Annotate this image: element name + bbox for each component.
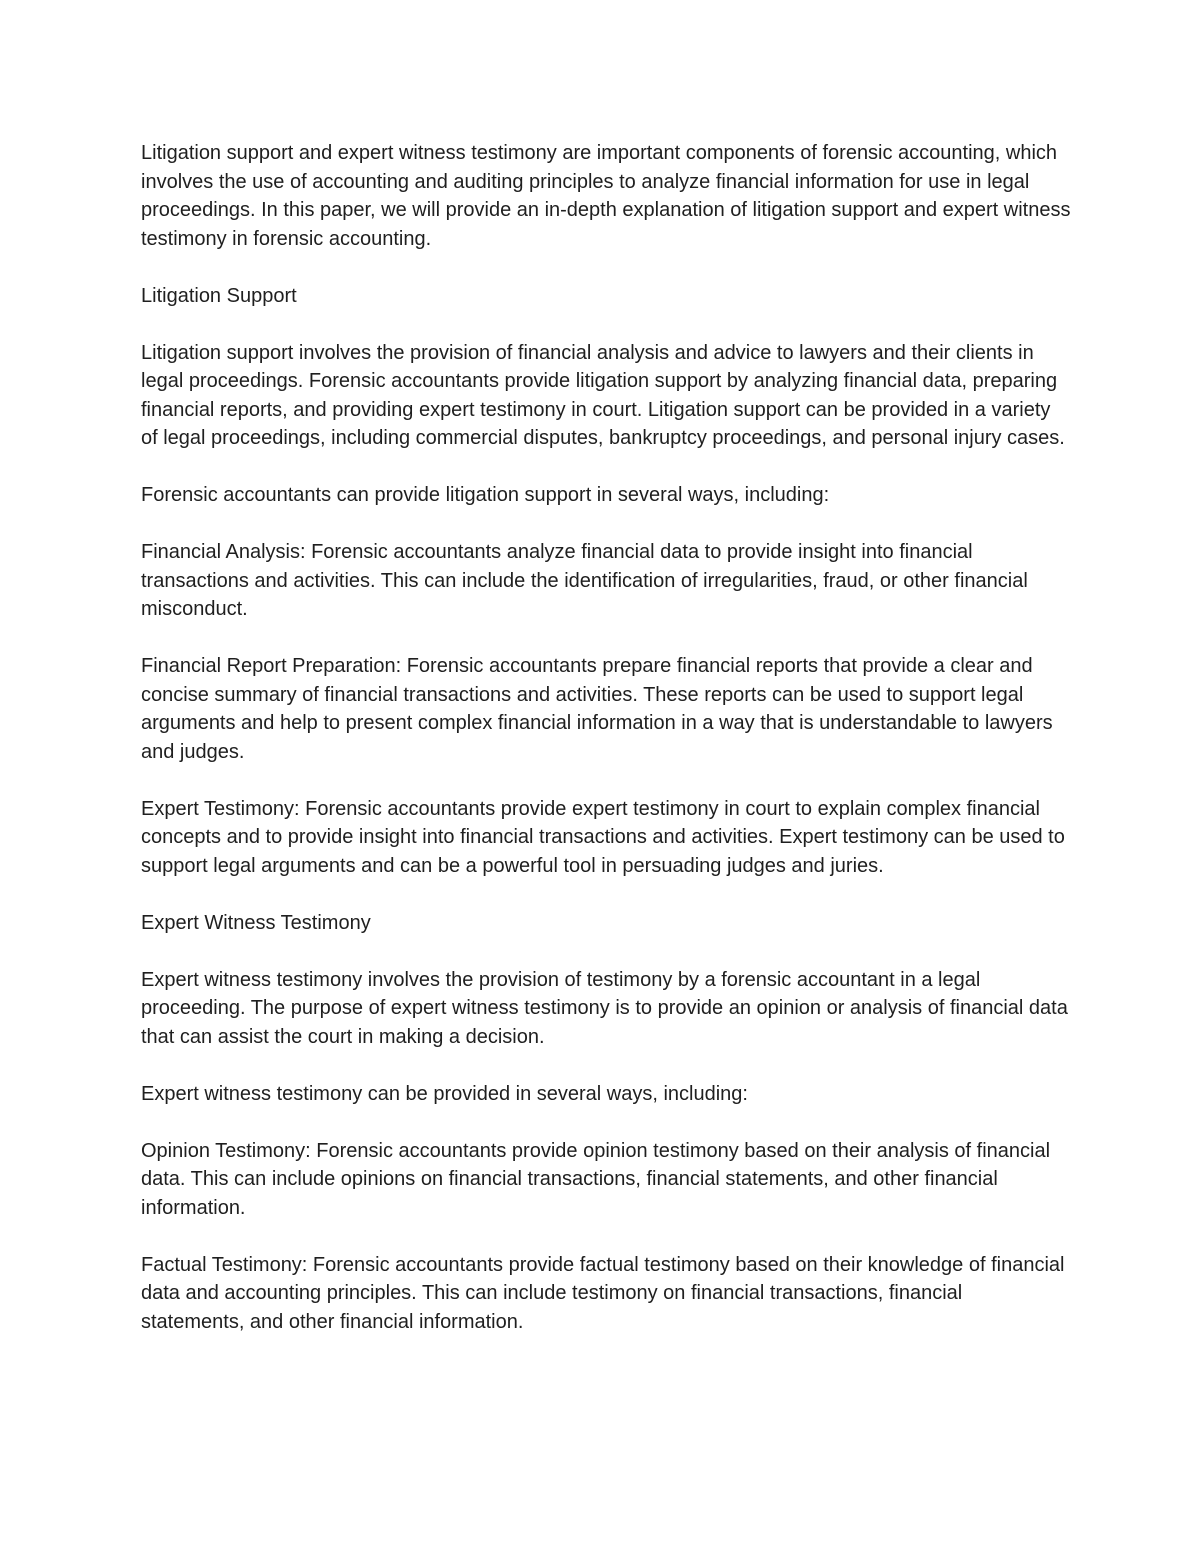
opinion-testimony-paragraph: Opinion Testimony: Forensic accountants provide opinion testimony based on their analysis of financial data. This can include opinions on financial transactions, financial statements, and other financial information. xyxy=(141,1139,1051,1219)
intro-paragraph: Litigation support and expert witness testimony are important components of forensic accounting, which involves the use of accounting and auditing principles to analyze financial information for use in legal proceedings. In this paper, we will provide an in-depth explanation of litigation support and expert witness testimony in forensic accounting. xyxy=(141,142,1071,250)
expert-testimony-paragraph: Expert Testimony: Forensic accountants provide expert testimony in court to explain complex financial concepts and to provide insight into financial transactions and activities. Expert testimony can be used to support legal arguments and can be a powerful tool in persuading judges and juries. xyxy=(141,797,1065,877)
factual-testimony-paragraph: Factual Testimony: Forensic accountants provide factual testimony based on their knowledge of financial data and accounting principles. This can include testimony on financial transactions, financial statements, and other financial information. xyxy=(141,1253,1065,1333)
expert-witness-testimony-paragraph: Expert witness testimony involves the provision of testimony by a forensic accountant in a legal proceeding. The purpose of expert witness testimony is to provide an opinion or analysis of financial data that can assist the court in making a decision. xyxy=(141,968,1068,1048)
section-heading-litigation-support: Litigation Support xyxy=(141,284,297,307)
financial-report-preparation-paragraph: Financial Report Preparation: Forensic accountants prepare financial reports that provide a clear and concise summary of financial transactions and activities. These reports can be used to support legal arguments and help to present complex financial information in a way that is understandable to lawyers and judges. xyxy=(141,655,1053,763)
document-body xyxy=(141,139,1071,1336)
litigation-support-paragraph: Litigation support involves the provision of financial analysis and advice to lawyers and their clients in legal proceedings. Forensic accountants provide litigation support by analyzing financial data, preparing financial reports, and providing expert testimony in court. Litigation support can be provided in a variety of legal proceedings, including commercial disputes, bankruptcy proceedings, and personal injury cases. xyxy=(141,341,1065,449)
financial-analysis-paragraph: Financial Analysis: Forensic accountants analyze financial data to provide insight into financial transactions and activities. This can include the identification of irregularities, fraud, or other financial misconduct. xyxy=(141,541,1028,620)
litigation-support-ways-paragraph: Forensic accountants can provide litigation support in several ways, including: xyxy=(141,484,830,506)
section-heading-expert-witness-testimony: Expert Witness Testimony xyxy=(141,911,371,934)
expert-witness-ways-paragraph: Expert witness testimony can be provided in several ways, including: xyxy=(141,1082,748,1105)
